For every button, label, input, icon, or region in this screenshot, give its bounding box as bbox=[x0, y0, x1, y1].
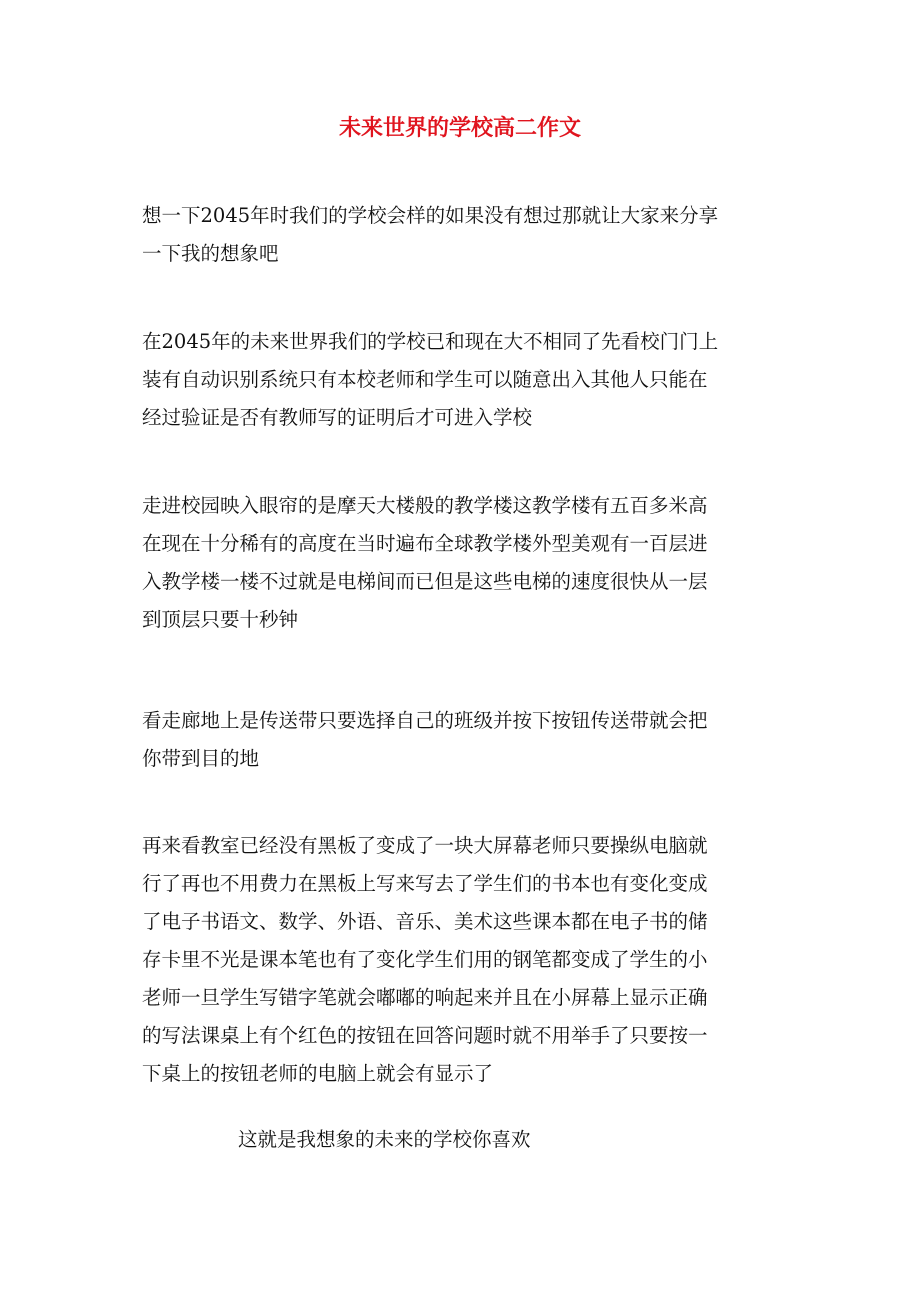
document-title: 未来世界的学校高二作文 bbox=[338, 115, 581, 141]
paragraph-closing: 这就是我想象的未来的学校你喜欢 bbox=[238, 1128, 531, 1151]
paragraph-school-gate: 在2045年的未来世界我们的学校已和现在大不相同了先看校门门上 装有自动识别系统只有本校老师和学生可以随意出入其他人只能在 经过验证是否有教师写的证明后才可进入学校 bbox=[142, 330, 719, 429]
paragraph-corridor: 看走廊地上是传送带只要选择自己的班级并按下按钮传送带就会把 你带到目的地 bbox=[142, 709, 708, 770]
paragraph-classroom: 再来看教室已经没有黑板了变成了一块大屏幕老师只要操纵电脑就 行了再也不用费力在黑板上写来写去了学生们的书本也有变化变成 了电子书语文、数学、外语、音乐、美术这些课本都在电子书的储 存卡里不光是课本笔也有了变化学生们用的钢笔都变成了学生的小 老师一旦学生写错字笔就会嘟嘟的响起来并且在小屏幕上显示正确 的写法课桌上有个红色的按钮在回答问题时就不用举手了只要按一 下桌上的按钮老师的电脑上就会有显示了 bbox=[142, 834, 708, 1085]
paragraph-teaching-building: 走进校园映入眼帘的是摩天大楼般的教学楼这教学楼有五百多米高 在现在十分稀有的高度在当时遍布全球教学楼外型美观有一百层进 入教学楼一楼不过就是电梯间而已但是这些电梯的速度很快从一层 到顶层只要十秒钟 bbox=[142, 494, 708, 631]
paragraph-intro: 想一下2045年时我们的学校会样的如果没有想过那就让大家来分享 一下我的想象吧 bbox=[142, 204, 719, 265]
